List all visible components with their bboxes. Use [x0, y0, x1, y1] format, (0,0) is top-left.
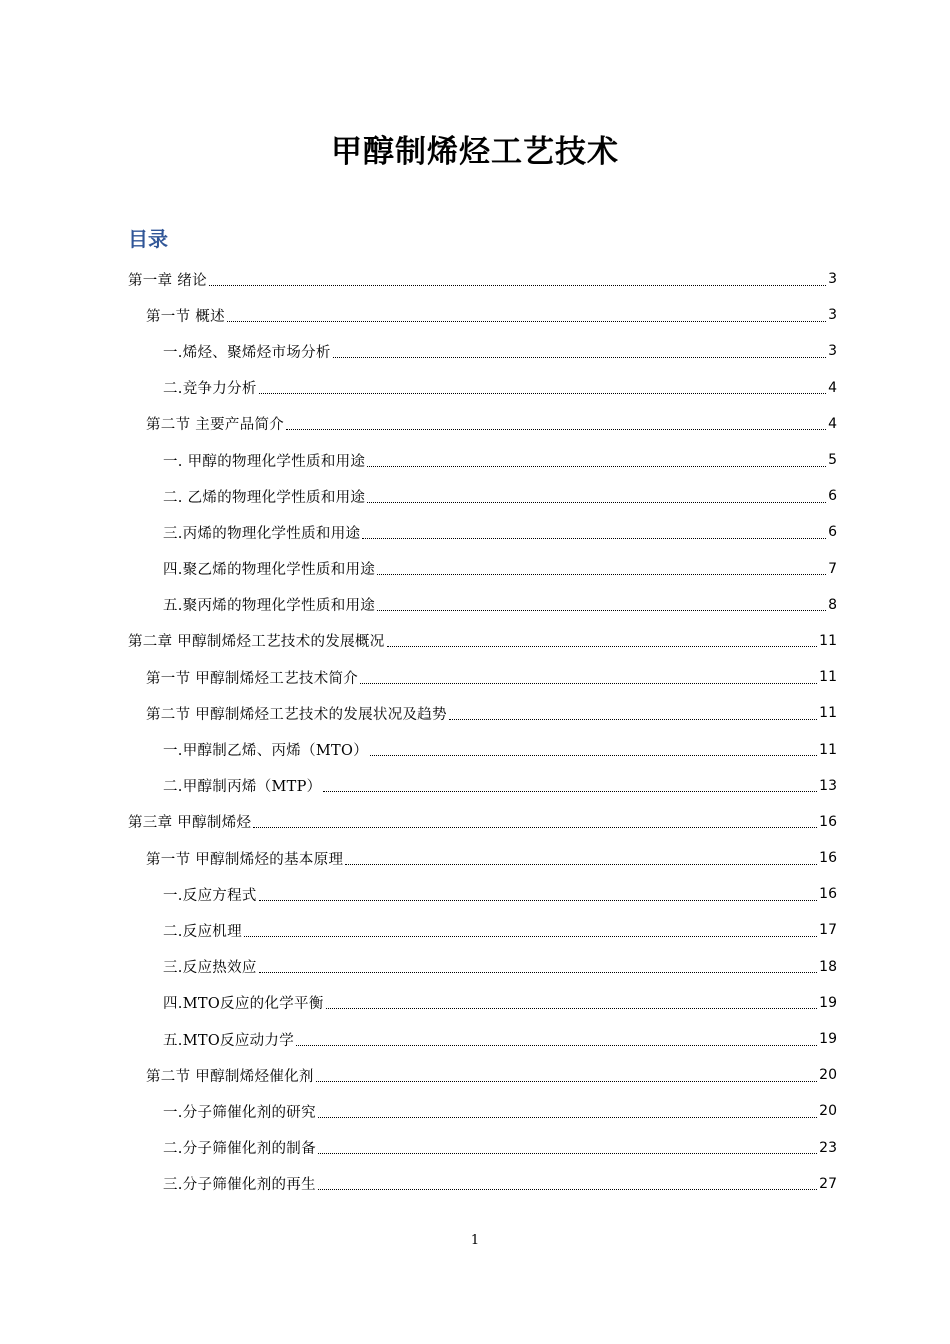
toc-entry-text: 三.分子筛催化剂的再生: [163, 1177, 316, 1194]
toc-entry-page: 16: [819, 813, 837, 830]
toc-entry-page: 7: [828, 560, 837, 577]
toc-entry[interactable]: [128, 840, 837, 876]
toc-entry-text: 三.反应热效应: [163, 960, 257, 977]
toc-entry-page: 11: [819, 705, 837, 722]
toc-entry-page: 13: [819, 777, 837, 794]
toc-entry[interactable]: [128, 442, 837, 478]
toc-entry[interactable]: [128, 876, 837, 912]
toc-entry-text: 二.分子筛催化剂的制备: [163, 1141, 316, 1158]
toc-entry-text: 二.甲醇制丙烯（MTP）: [163, 779, 322, 796]
toc-dot-leader: [244, 936, 817, 937]
toc-entry[interactable]: [128, 731, 837, 767]
toc-dot-leader: [367, 502, 826, 503]
toc-dot-leader: [286, 429, 826, 430]
toc-entry[interactable]: [128, 1021, 837, 1057]
toc-entry-page: 16: [819, 850, 837, 867]
toc-dot-leader: [318, 1189, 817, 1190]
page-number: 1: [470, 1233, 480, 1248]
toc-entry-text: 一.烯烃、聚烯烃市场分析: [163, 344, 331, 361]
toc-entry-text: 第二节 主要产品简介: [146, 417, 285, 434]
toc-dot-leader: [362, 538, 826, 539]
toc-dot-leader: [360, 683, 817, 684]
toc-entry-page: 18: [819, 958, 837, 975]
toc-entry-text: 第一节 甲醇制烯烃的基本原理: [146, 851, 344, 868]
toc-entry-page: 3: [828, 307, 837, 324]
toc-entry-page: 17: [819, 922, 837, 939]
toc-entry-page: 19: [819, 994, 837, 1011]
toc-dot-leader: [318, 1153, 817, 1154]
toc-entry[interactable]: [128, 514, 837, 550]
toc-entry[interactable]: [128, 1166, 837, 1202]
toc-entry[interactable]: [128, 1130, 837, 1166]
toc-entry[interactable]: [128, 551, 837, 587]
toc-entry-text: 第一节 甲醇制烯烃工艺技术简介: [146, 670, 359, 687]
toc-dot-leader: [367, 466, 826, 467]
toc-entry-page: 6: [828, 524, 837, 541]
toc-entry-text: 一.反应方程式: [163, 887, 257, 904]
toc-entry-page: 6: [828, 488, 837, 505]
toc-dot-leader: [316, 1081, 817, 1082]
toc-entry-page: 4: [828, 415, 837, 432]
toc-entry-text: 第三章 甲醇制烯烃: [128, 815, 252, 832]
toc-entry[interactable]: [128, 478, 837, 514]
toc-entry[interactable]: [128, 370, 837, 406]
toc-dot-leader: [370, 755, 817, 756]
toc-entry[interactable]: [128, 333, 837, 369]
table-of-contents: [128, 261, 837, 1202]
toc-entry-page: 11: [819, 669, 837, 686]
toc-dot-leader: [377, 610, 826, 611]
toc-entry-page: 3: [828, 271, 837, 288]
toc-entry[interactable]: [128, 406, 837, 442]
toc-entry-page: 4: [828, 379, 837, 396]
toc-entry-text: 第二章 甲醇制烯烃工艺技术的发展概况: [128, 634, 385, 651]
toc-entry-page: 3: [828, 343, 837, 360]
toc-entry-text: 一.分子筛催化剂的研究: [163, 1104, 316, 1121]
toc-entry-text: 第一章 绪论: [128, 272, 207, 289]
toc-dot-leader: [377, 574, 826, 575]
toc-dot-leader: [345, 864, 817, 865]
toc-entry-page: 11: [819, 741, 837, 758]
toc-dot-leader: [259, 900, 817, 901]
toc-dot-leader: [318, 1117, 817, 1118]
toc-entry-text: 五.聚丙烯的物理化学性质和用途: [163, 598, 376, 615]
toc-entry-text: 三.丙烯的物理化学性质和用途: [163, 525, 361, 542]
toc-entry-page: 23: [819, 1139, 837, 1156]
toc-entry-page: 20: [819, 1067, 837, 1084]
toc-entry[interactable]: [128, 261, 837, 297]
toc-entry[interactable]: [128, 695, 837, 731]
toc-entry[interactable]: [128, 768, 837, 804]
toc-entry-text: 二.反应机理: [163, 923, 242, 940]
toc-entry[interactable]: [128, 659, 837, 695]
toc-entry-text: 第二节 甲醇制烯烃工艺技术的发展状况及趋势: [146, 706, 447, 723]
toc-entry[interactable]: [128, 949, 837, 985]
toc-entry-page: 8: [828, 596, 837, 613]
toc-entry-text: 二. 乙烯的物理化学性质和用途: [163, 489, 366, 506]
toc-dot-leader: [227, 321, 826, 322]
document-title: 甲醇制烯烃工艺技术: [331, 134, 619, 170]
toc-entry-text: 四.MTO反应的化学平衡: [163, 996, 324, 1013]
toc-entry[interactable]: [128, 623, 837, 659]
toc-entry-page: 5: [828, 452, 837, 469]
toc-dot-leader: [449, 719, 817, 720]
toc-dot-leader: [387, 646, 818, 647]
toc-entry[interactable]: [128, 297, 837, 333]
toc-dot-leader: [323, 791, 817, 792]
toc-entry[interactable]: [128, 912, 837, 948]
toc-entry[interactable]: [128, 1057, 837, 1093]
toc-dot-leader: [259, 972, 817, 973]
toc-heading: 目录: [128, 227, 168, 251]
toc-entry-page: 11: [819, 632, 837, 649]
toc-entry-text: 第二节 甲醇制烯烃催化剂: [146, 1068, 314, 1085]
toc-entry[interactable]: [128, 1093, 837, 1129]
toc-dot-leader: [326, 1008, 818, 1009]
toc-entry-text: 一. 甲醇的物理化学性质和用途: [163, 453, 366, 470]
toc-dot-leader: [296, 1045, 817, 1046]
toc-entry[interactable]: [128, 804, 837, 840]
toc-entry-text: 第一节 概述: [146, 308, 225, 325]
toc-entry-text: 一.甲醇制乙烯、丙烯（MTO）: [163, 743, 369, 760]
toc-entry[interactable]: [128, 587, 837, 623]
toc-entry-page: 27: [819, 1175, 837, 1192]
toc-entry-page: 16: [819, 886, 837, 903]
toc-dot-leader: [253, 827, 817, 828]
toc-entry-page: 20: [819, 1103, 837, 1120]
toc-dot-leader: [259, 393, 826, 394]
toc-entry-text: 二.竞争力分析: [163, 381, 257, 398]
toc-entry-text: 四.聚乙烯的物理化学性质和用途: [163, 562, 376, 579]
toc-entry[interactable]: [128, 985, 837, 1021]
toc-dot-leader: [209, 285, 826, 286]
toc-dot-leader: [333, 357, 826, 358]
toc-entry-text: 五.MTO反应动力学: [163, 1032, 295, 1049]
toc-entry-page: 19: [819, 1031, 837, 1048]
